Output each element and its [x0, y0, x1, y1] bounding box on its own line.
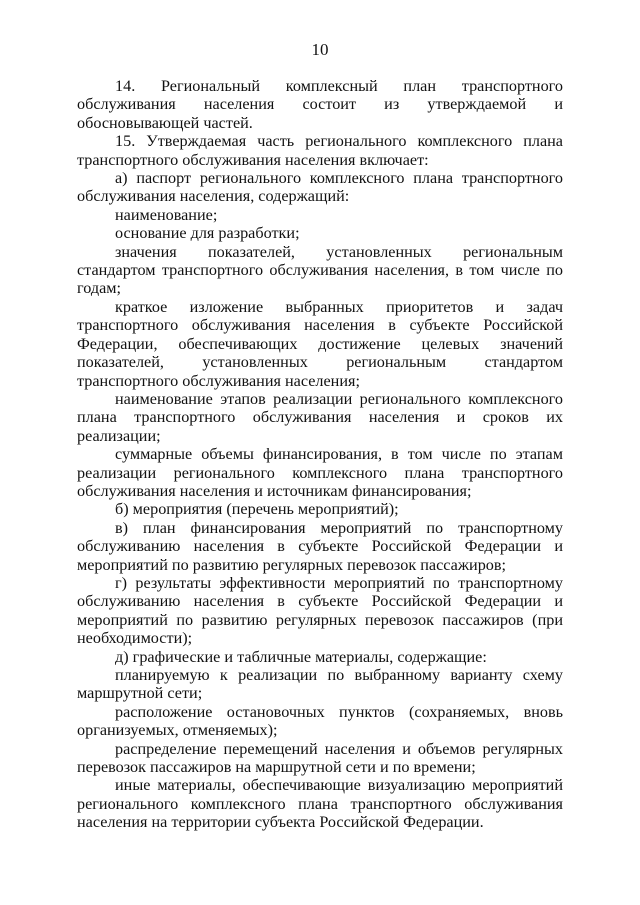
materials-item-distribution: распределение перемещений населения и объемов регулярных перевозок пассажиров на маршрутной сети и по времени;: [77, 739, 563, 777]
passport-item-priorities: краткое изложение выбранных приоритетов и задач транспортного обслуживания населения в субъекте Российской Федерации, обеспечивающих достижение целевых значений показателей, установленных региональным стандартом транспортного обслуживания населения;: [77, 297, 563, 390]
item-d-materials: д) графические и табличные материалы, содержащие:: [115, 647, 487, 666]
passport-item-name: наименование;: [115, 205, 218, 224]
document-body: [77, 77, 563, 832]
item-a-passport: а) паспорт регионального комплексного плана транспортного обслуживания населения, содержащий:: [77, 169, 563, 206]
materials-item-stops: расположение остановочных пунктов (сохраняемых, вновь организуемых, отменяемых);: [77, 702, 563, 740]
materials-item-route-scheme: планируемую к реализации по выбранному варианту схему маршрутной сети;: [77, 666, 563, 703]
passport-item-financing: суммарные объемы финансирования, в том числе по этапам реализации регионального комплексного плана транспортного обслуживания населения и источникам финансирования;: [77, 445, 563, 500]
passport-item-stages: наименование этапов реализации регионального комплексного плана транспортного обслуживания населения и сроков их реализации;: [77, 389, 563, 445]
paragraph-14: 14. Региональный комплексный план транспортного обслуживания населения состоит из утверждаемой и обосновывающей частей.: [77, 77, 563, 132]
passport-item-basis: основание для разработки;: [115, 224, 300, 243]
page-number: 10: [311, 40, 329, 59]
materials-item-visualization: иные материалы, обеспечивающие визуализацию мероприятий регионального комплексного плана транспортного обслуживания населения на территории субъекта Российской Федерации.: [77, 776, 563, 832]
paragraph-15: 15. Утверждаемая часть регионального комплексного плана транспортного обслуживания населения включает:: [77, 132, 563, 169]
item-b-measures: б) мероприятия (перечень мероприятий);: [115, 500, 399, 519]
item-v-financing-plan: в) план финансирования мероприятий по транспортному обслуживанию населения в субъекте Российской Федерации и мероприятий по развитию регулярных перевозок пассажиров;: [77, 518, 563, 574]
passport-item-indicators: значения показателей, установленных региональным стандартом транспортного обслуживания населения, в том числе по годам;: [77, 242, 563, 298]
item-g-results: г) результаты эффективности мероприятий по транспортному обслуживанию населения в субъекте Российской Федерации и мероприятий по развитию регулярных перевозок пассажиров (при необходимости);: [77, 573, 563, 648]
